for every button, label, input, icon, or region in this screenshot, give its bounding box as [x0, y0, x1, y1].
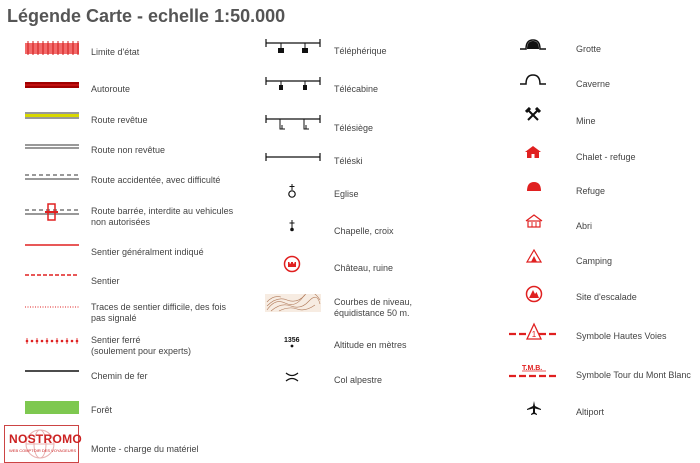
logo-tagline: WEB COMPTOIR DES VOYAGEURS	[9, 448, 77, 453]
label-foret: Forêt	[91, 405, 113, 415]
route-non-revetue-symbol	[24, 142, 80, 152]
label-route-non-revetue: Route non revêtue	[91, 145, 166, 155]
label-abri: Abri	[576, 221, 593, 231]
label-route-barree: Route barrée, interdite au vehicules	[91, 206, 234, 216]
airplane-icon	[526, 400, 542, 416]
label-caverne: Caverne	[576, 79, 611, 89]
label-chalet-refuge: Chalet - refuge	[576, 152, 636, 162]
mine-icon	[525, 107, 541, 123]
route-barree-symbol	[24, 203, 80, 221]
label-site-escalade: Site d'escalade	[576, 292, 637, 302]
label-sentier-ferre: Sentier ferré	[91, 335, 141, 345]
label-courbes: Courbes de niveau,	[334, 297, 413, 307]
sentier-indique-symbol	[24, 241, 80, 249]
traces-sentier-symbol	[24, 303, 80, 311]
cave-icon	[519, 37, 547, 51]
label-chateau: Château, ruine	[334, 263, 394, 273]
svg-text:1: 1	[531, 330, 537, 339]
label-autoroute: Autoroute	[91, 84, 131, 94]
tmb-tag: T.M.B.	[522, 365, 543, 372]
legend-title: Légende Carte - echelle 1:50.000	[7, 6, 286, 26]
label-courbes-2: équidistance 50 m.	[334, 308, 410, 318]
camping-icon	[526, 249, 542, 263]
label-traces-sentier: Traces de sentier difficile, des fois	[91, 302, 227, 312]
label-altitude: Altitude en mètres	[334, 340, 407, 350]
label-traces-sentier-2: pas signalé	[91, 313, 137, 323]
church-icon	[285, 183, 299, 199]
label-eglise: Eglise	[334, 189, 359, 199]
label-chemin-de-fer: Chemin de fer	[91, 371, 148, 381]
cavern-icon	[519, 72, 547, 86]
climbing-site-icon	[525, 285, 543, 303]
autoroute-symbol	[24, 80, 80, 90]
label-limite-etat: Limite d'état	[91, 47, 140, 57]
label-telepherique: Téléphérique	[334, 46, 387, 56]
sentier-ferre-symbol	[24, 336, 80, 346]
shelter-icon	[525, 214, 543, 228]
refuge-icon	[525, 180, 543, 192]
chemin-de-fer-symbol	[24, 367, 80, 375]
label-route-barree-2: non autorisées	[91, 217, 151, 227]
telecabine-symbol	[265, 77, 321, 93]
altitude-point-icon	[290, 344, 294, 348]
label-altiport: Altiport	[576, 407, 605, 417]
foret-symbol	[24, 400, 80, 415]
mountain-pass-icon	[284, 371, 300, 383]
state-border-symbol	[24, 40, 80, 56]
label-col-alpestre: Col alpestre	[334, 375, 383, 385]
teleski-symbol	[265, 152, 321, 162]
hautes-voies-symbol	[508, 322, 560, 342]
label-sentier-ferre-2: (soulement pour experts)	[91, 346, 192, 356]
altitude-value: 1356	[284, 337, 300, 344]
telepherique-symbol	[265, 39, 321, 55]
label-telecabine: Télécabine	[334, 84, 379, 94]
chapel-icon	[286, 219, 298, 233]
label-refuge: Refuge	[576, 186, 606, 196]
route-accidentee-symbol	[24, 172, 80, 182]
label-teleski: Téléski	[334, 156, 363, 166]
route-revetue-symbol	[24, 111, 80, 121]
label-route-revetue: Route revêtue	[91, 115, 148, 125]
chalet-refuge-icon	[524, 145, 542, 159]
logo-name: NOSTROMO	[9, 432, 83, 446]
label-grotte: Grotte	[576, 44, 602, 54]
label-sentier: Sentier	[91, 276, 120, 286]
label-camping: Camping	[576, 256, 613, 266]
contour-lines-symbol	[265, 294, 321, 312]
label-tour-mont-blanc: Symbole Tour du Mont Blanc	[576, 370, 691, 380]
telesiege-symbol	[265, 115, 321, 133]
label-hautes-voies: Symbole Hautes Voies	[576, 331, 667, 341]
castle-icon	[283, 255, 301, 273]
label-sentier-indique: Sentier généralment indiqué	[91, 247, 204, 257]
sentier-symbol	[24, 271, 80, 279]
label-route-accidentee: Route accidentée, avec difficulté	[91, 175, 221, 185]
label-telesiege: Télésiège	[334, 123, 374, 133]
label-chapelle: Chapelle, croix	[334, 226, 394, 236]
label-monte-charge: Monte - charge du matériel	[91, 444, 199, 454]
nostromo-logo	[4, 425, 83, 463]
label-mine: Mine	[576, 116, 596, 126]
